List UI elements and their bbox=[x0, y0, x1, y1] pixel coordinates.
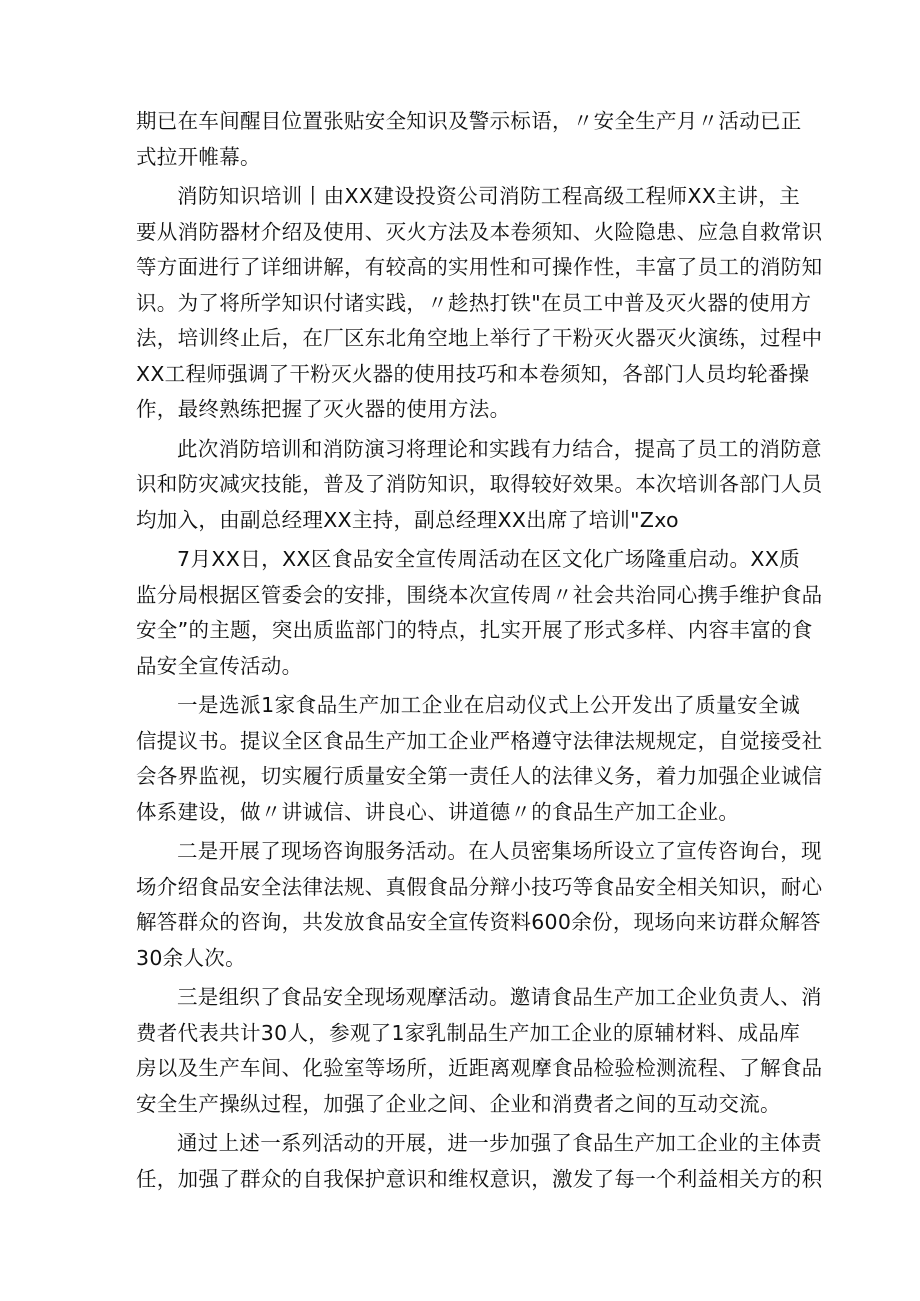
paragraph-3 bbox=[136, 432, 823, 539]
paragraph-line: 消防知识培训丨由XX建设投资公司消防工程高级工程师XX主讲，主 bbox=[177, 184, 800, 208]
paragraph-line: 场介绍食品安全法律法规、真假食品分辩小技巧等食品安全相关知识，耐心 bbox=[136, 874, 823, 899]
paragraph-line: 安全”的主题，突出质监部门的特点，扎实开展了形式多样、内容丰富的食 bbox=[136, 618, 813, 642]
paragraph-line: 信提议书。提议全区食品生产加工企业严格遵守法律法规规定，自觉接受社 bbox=[136, 728, 823, 753]
paragraph-line: 监分局根据区管委会的安排，围绕本次宣传周〃社会共治同心携手维护食品 bbox=[136, 582, 823, 607]
paragraph-line: XX工程师强调了干粉灭火器的使用技巧和本卷须知，各部门人员均轮番操 bbox=[136, 361, 810, 386]
paragraph-line: 会各界监视，切实履行质量安全第一责任人的法律义务，着力加强企业诚信 bbox=[136, 764, 823, 788]
paragraph-line: 此次消防培训和消防演习将理论和实践有力结合，提高了员工的消防意 bbox=[177, 436, 822, 461]
paragraph-line: 品安全宣传活动。 bbox=[136, 653, 303, 678]
paragraph-line: 一是选派1家食品生产加工企业在启动仪式上公开发出了质量安全诚 bbox=[177, 693, 800, 717]
paragraph-line: 识。为了将所学知识付诸实践，〃趁热打铁"在员工中普及灭火器的使用方 bbox=[136, 290, 812, 315]
paragraph-line: 作，最终熟练把握了灭火器的使用方法。 bbox=[136, 397, 511, 421]
paragraph-line: 三是组织了食品安全现场观摩活动。邀请食品生产加工企业负责人、消 bbox=[177, 985, 822, 1009]
paragraph-line: 等方面进行了详细讲解，有较高的实用性和可操作性，丰富了员工的消防知 bbox=[136, 255, 823, 279]
paragraph-line: 通过上述一系列活动的开展，进一步加强了食品生产加工企业的主体责 bbox=[177, 1131, 822, 1155]
paragraph-line: 体系建设，做〃讲诚信、讲良心、讲道德〃的食品生产加工企业。 bbox=[136, 799, 740, 824]
paragraph-line: 要从消防器材介绍及使用、灭火方法及本卷须知、火险隐患、应急自救常识 bbox=[136, 219, 823, 244]
paragraph-line: 二是开展了现场咨询服务活动。在人员密集场所设立了宣传咨询台，现 bbox=[177, 839, 822, 863]
paragraph-7 bbox=[136, 980, 823, 1122]
paragraph-line: 安全生产操纵过程，加强了企业之间、企业和消费者之间的互动交流。 bbox=[136, 1091, 781, 1116]
paragraph-line: 房以及生产车间、化验室等场所，近距离观摩食品检验检测流程、了解食品 bbox=[136, 1056, 823, 1080]
paragraph-1 bbox=[136, 104, 800, 175]
paragraph-2 bbox=[136, 179, 823, 428]
paragraph-line: 30余人次。 bbox=[136, 945, 246, 970]
paragraph-5 bbox=[136, 688, 823, 830]
paragraph-4 bbox=[136, 542, 823, 684]
paragraph-line: 期已在车间醒目位置张贴安全知识及警示标语，〃安全生产月〃活动已正 bbox=[136, 109, 802, 133]
paragraph-6 bbox=[136, 834, 823, 976]
paragraph-line: 法，培训终止后，在厂区东北角空地上举行了干粉灭火器灭火演练，过程中 bbox=[136, 326, 823, 350]
paragraph-line: 任，加强了群众的自我保护意识和维权意识，激发了每一个利益相关方的积 bbox=[136, 1166, 823, 1191]
paragraph-line: 解答群众的咨询，共发放食品安全宣传资料600余份，现场向来访群众解答 bbox=[136, 910, 821, 934]
document-body bbox=[136, 104, 823, 1201]
paragraph-line: 均加入，由副总经理XX主持，副总经理XX出席了培训"Zxo bbox=[136, 507, 679, 532]
paragraph-line: 7月XX日，XX区食品安全宣传周活动在区文化广场隆重启动。XX质 bbox=[177, 547, 800, 571]
paragraph-line: 费者代表共计30人，参观了1家乳制品生产加工企业的原辅材料、成品库 bbox=[136, 1020, 801, 1045]
paragraph-8 bbox=[136, 1126, 823, 1197]
paragraph-line: 式拉开帷幕。 bbox=[136, 144, 261, 169]
paragraph-line: 识和防灾减灾技能，普及了消防知识，取得较好效果。本次培训各部门人员 bbox=[136, 472, 823, 496]
